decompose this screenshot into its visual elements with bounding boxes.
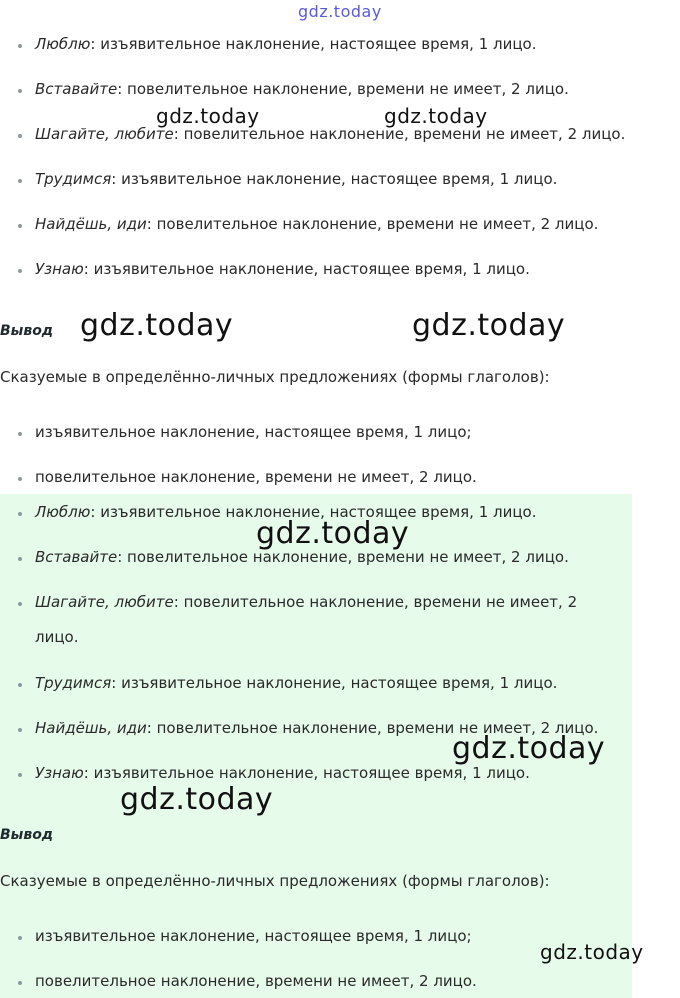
verb-text: Люблю [35, 35, 91, 53]
conclusion-heading: Вывод [0, 323, 54, 339]
verb-analysis: : изъявительное наклонение, настоящее время, 1 лицо. [90, 503, 537, 521]
verb-analysis: : изъявительное наклонение, настоящее время, 1 лицо. [111, 170, 558, 188]
list-item [35, 259, 530, 279]
list-item [35, 34, 537, 54]
watermark: gdz.today [452, 731, 606, 766]
watermark: gdz.today [384, 104, 488, 128]
verb-analysis: : повелительное наклонение, времени не имеет, 2 лицо. [146, 215, 599, 233]
verb-text: Вставайте [35, 548, 118, 566]
summary-item: изъявительное наклонение, настоящее время, 1 лицо; [35, 927, 472, 945]
bullet-icon [18, 134, 22, 138]
list-item [35, 169, 557, 189]
verb-analysis: : повелительное наклонение, времени не имеет, 2 [173, 593, 578, 611]
verb-text: Шагайте, любите [35, 593, 174, 611]
verb-text: Узнаю [35, 260, 84, 278]
bullet-icon [18, 981, 22, 985]
summary-item: повелительное наклонение, времени не имеет, 2 лицо. [35, 468, 477, 486]
watermark: gdz.today [256, 516, 410, 551]
verb-text: Шагайте, любите [35, 125, 174, 143]
bullet-icon [18, 936, 22, 940]
watermark: gdz.today [298, 2, 382, 21]
conclusion-heading: Вывод [0, 827, 54, 843]
bullet-icon [18, 512, 22, 516]
verb-analysis: : повелительное наклонение, времени не имеет, 2 лицо. [117, 548, 569, 566]
verb-analysis: : изъявительное наклонение, настоящее время, 1 лицо. [90, 35, 537, 53]
watermark: gdz.today [120, 782, 274, 817]
bullet-icon [18, 269, 22, 273]
list-item [35, 592, 577, 612]
verb-text: Вставайте [35, 80, 118, 98]
bullet-icon [18, 728, 22, 732]
bullet-icon [18, 773, 22, 777]
verb-analysis: : повелительное наклонение, времени не имеет, 2 лицо. [146, 719, 599, 737]
bullet-icon [18, 602, 22, 606]
list-item [35, 79, 569, 99]
summary-item: повелительное наклонение, времени не имеет, 2 лицо. [35, 972, 477, 990]
conclusion-paragraph: Сказуемые в определённо-личных предложениях (формы глаголов): [0, 368, 550, 386]
conclusion-paragraph: Сказуемые в определённо-личных предложениях (формы глаголов): [0, 872, 550, 890]
list-item-continuation: лицо. [35, 628, 79, 646]
verb-text: Трудимся [35, 170, 112, 188]
verb-text: Узнаю [35, 764, 84, 782]
watermark: gdz.today [412, 308, 566, 343]
bullet-icon [18, 477, 22, 481]
summary-item: изъявительное наклонение, настоящее время, 1 лицо; [35, 423, 472, 441]
list-item [35, 673, 557, 693]
bullet-icon [18, 179, 22, 183]
list-item [35, 124, 625, 144]
bullet-icon [18, 432, 22, 436]
watermark: gdz.today [80, 308, 234, 343]
bullet-icon [18, 224, 22, 228]
verb-text: Найдёшь, иди [35, 215, 147, 233]
verb-analysis: : изъявительное наклонение, настоящее время, 1 лицо. [111, 674, 558, 692]
verb-analysis: : повелительное наклонение, времени не имеет, 2 лицо. [117, 80, 569, 98]
list-item [35, 214, 598, 234]
bullet-icon [18, 557, 22, 561]
verb-text: Люблю [35, 503, 91, 521]
watermark: gdz.today [156, 104, 260, 128]
watermark: gdz.today [540, 940, 644, 964]
verb-analysis: : повелительное наклонение, времени не имеет, 2 лицо. [173, 125, 626, 143]
verb-analysis: : изъявительное наклонение, настоящее время, 1 лицо. [83, 260, 530, 278]
verb-text: Трудимся [35, 674, 112, 692]
list-item [35, 763, 530, 783]
verb-text: Найдёшь, иди [35, 719, 147, 737]
bullet-icon [18, 89, 22, 93]
bullet-icon [18, 683, 22, 687]
verb-analysis: : изъявительное наклонение, настоящее время, 1 лицо. [83, 764, 530, 782]
bullet-icon [18, 44, 22, 48]
